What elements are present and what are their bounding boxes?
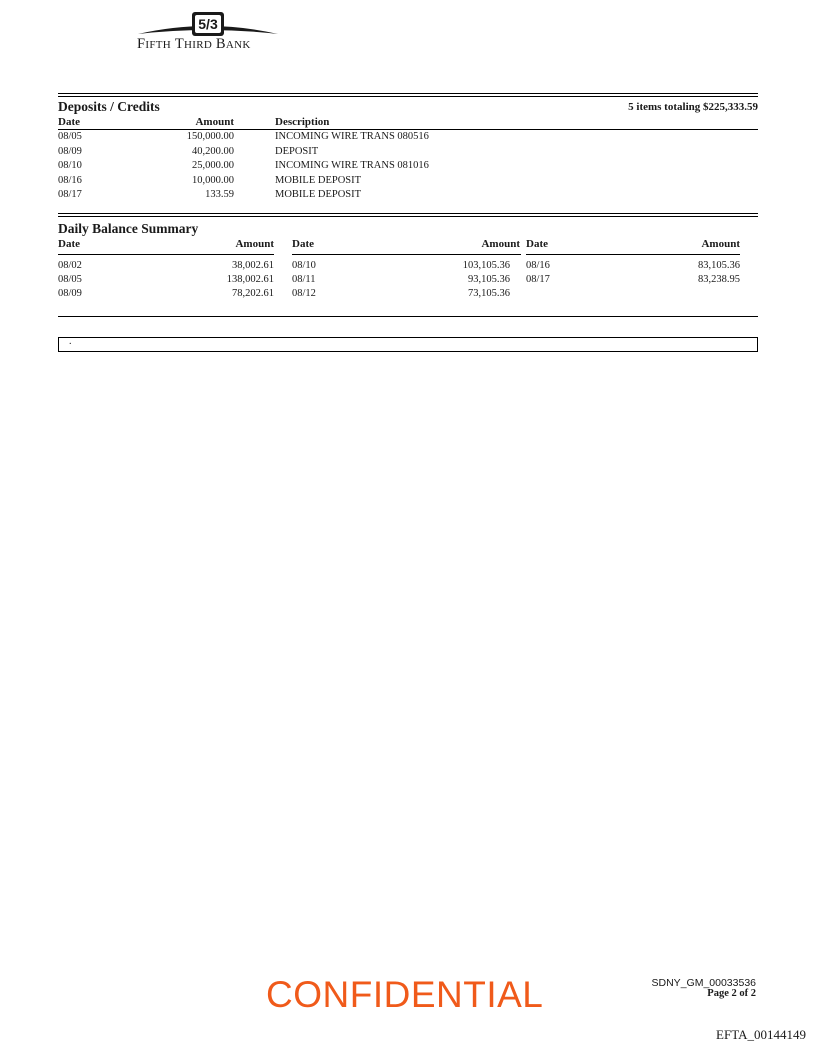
table-row	[0, 131, 816, 145]
deposit-description: MOBILE DEPOSIT	[275, 189, 362, 200]
deposit-amount: 40,200.00	[192, 145, 234, 157]
top-rule-1	[58, 93, 758, 94]
balance-date: 08/12	[292, 288, 316, 299]
balance-date: 08/02	[58, 260, 82, 271]
bates-number: SDNY_GM_00033536	[651, 977, 756, 989]
deposit-date: 08/16	[58, 174, 82, 186]
message-box	[58, 337, 758, 352]
balance-date: 08/11	[292, 274, 316, 285]
balance-header-date: Date	[58, 238, 80, 250]
deposit-date: 08/17	[58, 189, 82, 200]
balance-header-amount: Amount	[235, 238, 274, 250]
table-row	[0, 189, 816, 203]
balance-date: 08/09	[58, 288, 82, 299]
balance-date: 08/16	[526, 260, 550, 271]
deposits-summary: 5 items totaling $225,333.59	[628, 101, 758, 113]
deposit-amount: 25,000.00	[192, 160, 234, 171]
table-row	[0, 146, 816, 160]
balance-header-rule	[58, 254, 274, 255]
balance-amount: 83,238.95	[698, 274, 740, 285]
balance-header-amount: Amount	[701, 238, 740, 250]
balance-amount: 73,105.36	[468, 288, 510, 299]
efta-number: EFTA_00144149	[716, 1027, 806, 1042]
balance-amount: 103,105.36	[462, 260, 510, 271]
deposit-description: DEPOSIT	[275, 145, 319, 157]
deposit-amount: 150,000.00	[186, 131, 234, 142]
bank-name: FIFTH THIRD BANK	[137, 36, 251, 52]
deposit-date: 08/10	[58, 160, 82, 171]
svg-text:5/3: 5/3	[198, 16, 218, 32]
page-number: Page 2 of 2	[707, 988, 756, 999]
deposit-description: INCOMING WIRE TRANS 080516	[275, 131, 429, 142]
balance-amount: 93,105.36	[468, 274, 510, 285]
balance-header-date: Date	[526, 238, 548, 250]
balance-header-rule	[292, 254, 521, 255]
deposit-date: 08/09	[58, 145, 82, 157]
deposits-header-description: Description	[275, 116, 330, 128]
balance-header-rule	[526, 254, 740, 255]
balance-amount: 78,202.61	[232, 288, 274, 299]
deposit-description: MOBILE DEPOSIT	[275, 174, 362, 186]
deposit-description: INCOMING WIRE TRANS 081016	[275, 160, 429, 171]
message-box-text: .	[69, 336, 72, 347]
deposit-date: 08/05	[58, 131, 82, 142]
confidential-stamp: CONFIDENTIAL	[266, 974, 544, 1015]
balance-amount: 38,002.61	[232, 260, 274, 271]
deposit-amount: 133.59	[205, 189, 234, 200]
balance-date: 08/17	[526, 274, 550, 285]
deposits-header-date: Date	[58, 116, 80, 128]
deposits-header-amount: Amount	[195, 116, 234, 128]
balance-amount: 138,002.61	[226, 274, 274, 285]
balance-bottom-rule	[58, 316, 758, 317]
balance-rule-1	[58, 213, 758, 214]
table-row	[0, 160, 816, 174]
balance-amount: 83,105.36	[698, 260, 740, 271]
table-row	[0, 175, 816, 189]
balance-date: 08/10	[292, 260, 316, 271]
deposits-title: Deposits / Credits	[58, 99, 160, 114]
deposit-amount: 10,000.00	[192, 174, 234, 186]
balance-rule-2	[58, 216, 758, 217]
balance-date: 08/05	[58, 274, 82, 285]
deposits-header-rule	[58, 129, 758, 130]
balance-header-amount: Amount	[481, 238, 520, 250]
top-rule-2	[58, 96, 758, 97]
balance-title: Daily Balance Summary	[58, 221, 199, 236]
balance-header-date: Date	[292, 238, 314, 250]
